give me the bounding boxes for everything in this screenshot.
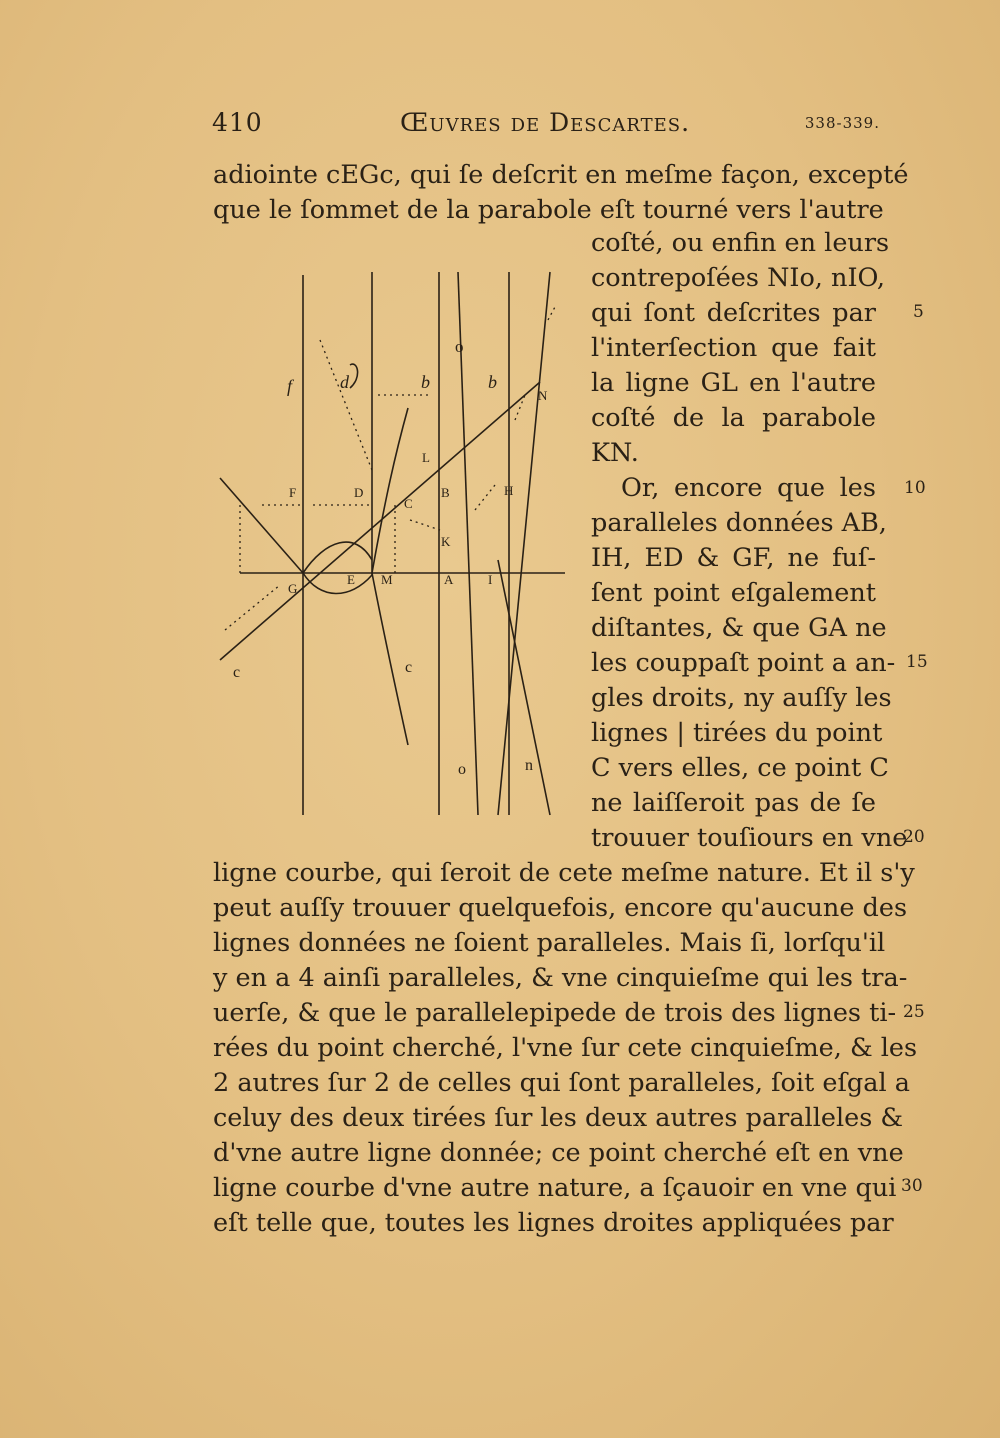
dotted-c-left — [225, 585, 280, 630]
text-line: paralleles données AB, — [591, 508, 887, 538]
text-line: diſtantes, & que GA ne — [591, 613, 887, 643]
line-GL — [220, 382, 540, 660]
text-line: C vers elles, ce point C — [591, 753, 889, 783]
text-line: adiointe cEGc, qui ſe deſcrit en meſme façon, excepté — [213, 160, 909, 190]
line-number: 5 — [913, 302, 924, 322]
text-line: peut auſſy trouuer quelquefois, encore qu'aucune des — [213, 893, 908, 923]
text-line: y en a 4 ainſi paralleles, & vne cinquieſme qui les tra- — [213, 963, 908, 993]
text-line: IH, ED & GF, ne fuſ- — [591, 543, 876, 573]
dotted-diagonal — [320, 340, 372, 470]
text-line: lignes | tirées du point — [591, 718, 883, 748]
label-D: D — [354, 485, 364, 500]
parabola-arc-lower — [303, 573, 372, 594]
label-f: f — [287, 376, 293, 396]
label-H: H — [504, 483, 514, 498]
label-C: C — [404, 496, 413, 511]
curve-cEG-lower — [372, 573, 408, 745]
line-number: 30 — [901, 1176, 923, 1196]
label-o-top: o — [455, 337, 464, 356]
text-line: trouuer touſiours en vne — [591, 823, 908, 853]
line-number: 10 — [904, 478, 926, 498]
geometry-figure — [212, 262, 572, 822]
label-M: M — [381, 572, 393, 587]
text-line: celuy des deux tirées ſur les deux autres paralleles & — [213, 1103, 904, 1133]
page-header — [212, 108, 880, 144]
label-c-mid: c — [405, 659, 413, 676]
dotted-top-right — [548, 305, 556, 320]
text-line: ne laiſſeroit pas de ſe — [591, 788, 876, 818]
label-L: L — [422, 450, 430, 465]
text-line: coſté, ou enfin en leurs — [591, 228, 890, 258]
label-d: d — [340, 372, 349, 392]
label-F: F — [289, 485, 297, 500]
text-line: contrepoſées NIo, nIO, — [591, 263, 886, 293]
text-line: coſté de la parabole — [591, 403, 876, 433]
label-c-left: c — [233, 664, 241, 681]
text-line: rées du point cherché, l'vne ſur cete cinquieſme, & les — [213, 1033, 918, 1063]
text-line: les couppaſt point a an- — [591, 648, 896, 678]
label-b1: b — [421, 372, 430, 392]
line-number: 15 — [906, 652, 928, 672]
text-line: ligne courbe d'vne autre nature, a ſçauoir en vne qui — [213, 1173, 897, 1203]
text-line: l'interſection que fait — [591, 333, 876, 363]
line-n-lower — [498, 560, 550, 815]
curve-cEG-upper — [372, 408, 408, 573]
label-o-bottom: o — [458, 761, 466, 778]
page-range: 338-339. — [804, 114, 880, 132]
line-number: 25 — [903, 1002, 925, 1022]
text-line: ligne courbe, qui ſeroit de cete meſme nature. Et il s'y — [213, 858, 915, 888]
label-G: G — [288, 581, 298, 596]
text-line: qui ſont deſcrites par — [591, 298, 876, 328]
text-line: 2 autres ſur 2 de celles qui ſont paralleles, ſoit eſgal a — [213, 1068, 910, 1098]
running-title: Œuvres de Descartes. — [400, 108, 691, 137]
label-b2: b — [488, 372, 497, 392]
text-line: KN. — [591, 438, 639, 468]
d-hook — [350, 364, 358, 388]
text-line: que le ſommet de la parabole eſt tourné vers l'autre — [213, 195, 884, 225]
label-N: N — [538, 388, 548, 403]
text-line: gles droits, ny auſſy les — [591, 683, 892, 713]
label-I: I — [488, 572, 493, 587]
label-K: K — [441, 534, 451, 549]
text-line: lignes données ne ſoient paralleles. Mais ſi, lorſqu'il — [213, 928, 886, 958]
text-line: uerſe, & que le parallelepipede de trois des lignes ti- — [213, 998, 897, 1028]
text-line: la ligne GL en l'autre — [591, 368, 876, 398]
label-E: E — [347, 572, 355, 587]
text-line: Or, encore que les — [621, 473, 876, 503]
dotted-B — [475, 485, 495, 510]
page-number: 410 — [212, 108, 263, 137]
label-n-bottom: n — [525, 757, 533, 774]
line-number: 20 — [903, 827, 925, 847]
dotted-K — [410, 520, 440, 530]
text-line: d'vne autre ligne donnée; ce point cherché eſt en vne — [213, 1138, 904, 1168]
label-A: A — [444, 572, 454, 587]
text-line: eſt telle que, toutes les lignes droites appliquées par — [213, 1208, 894, 1238]
line-n-upper — [498, 272, 550, 815]
label-B: B — [441, 485, 450, 500]
text-line: ſent point eſgalement — [591, 578, 876, 608]
